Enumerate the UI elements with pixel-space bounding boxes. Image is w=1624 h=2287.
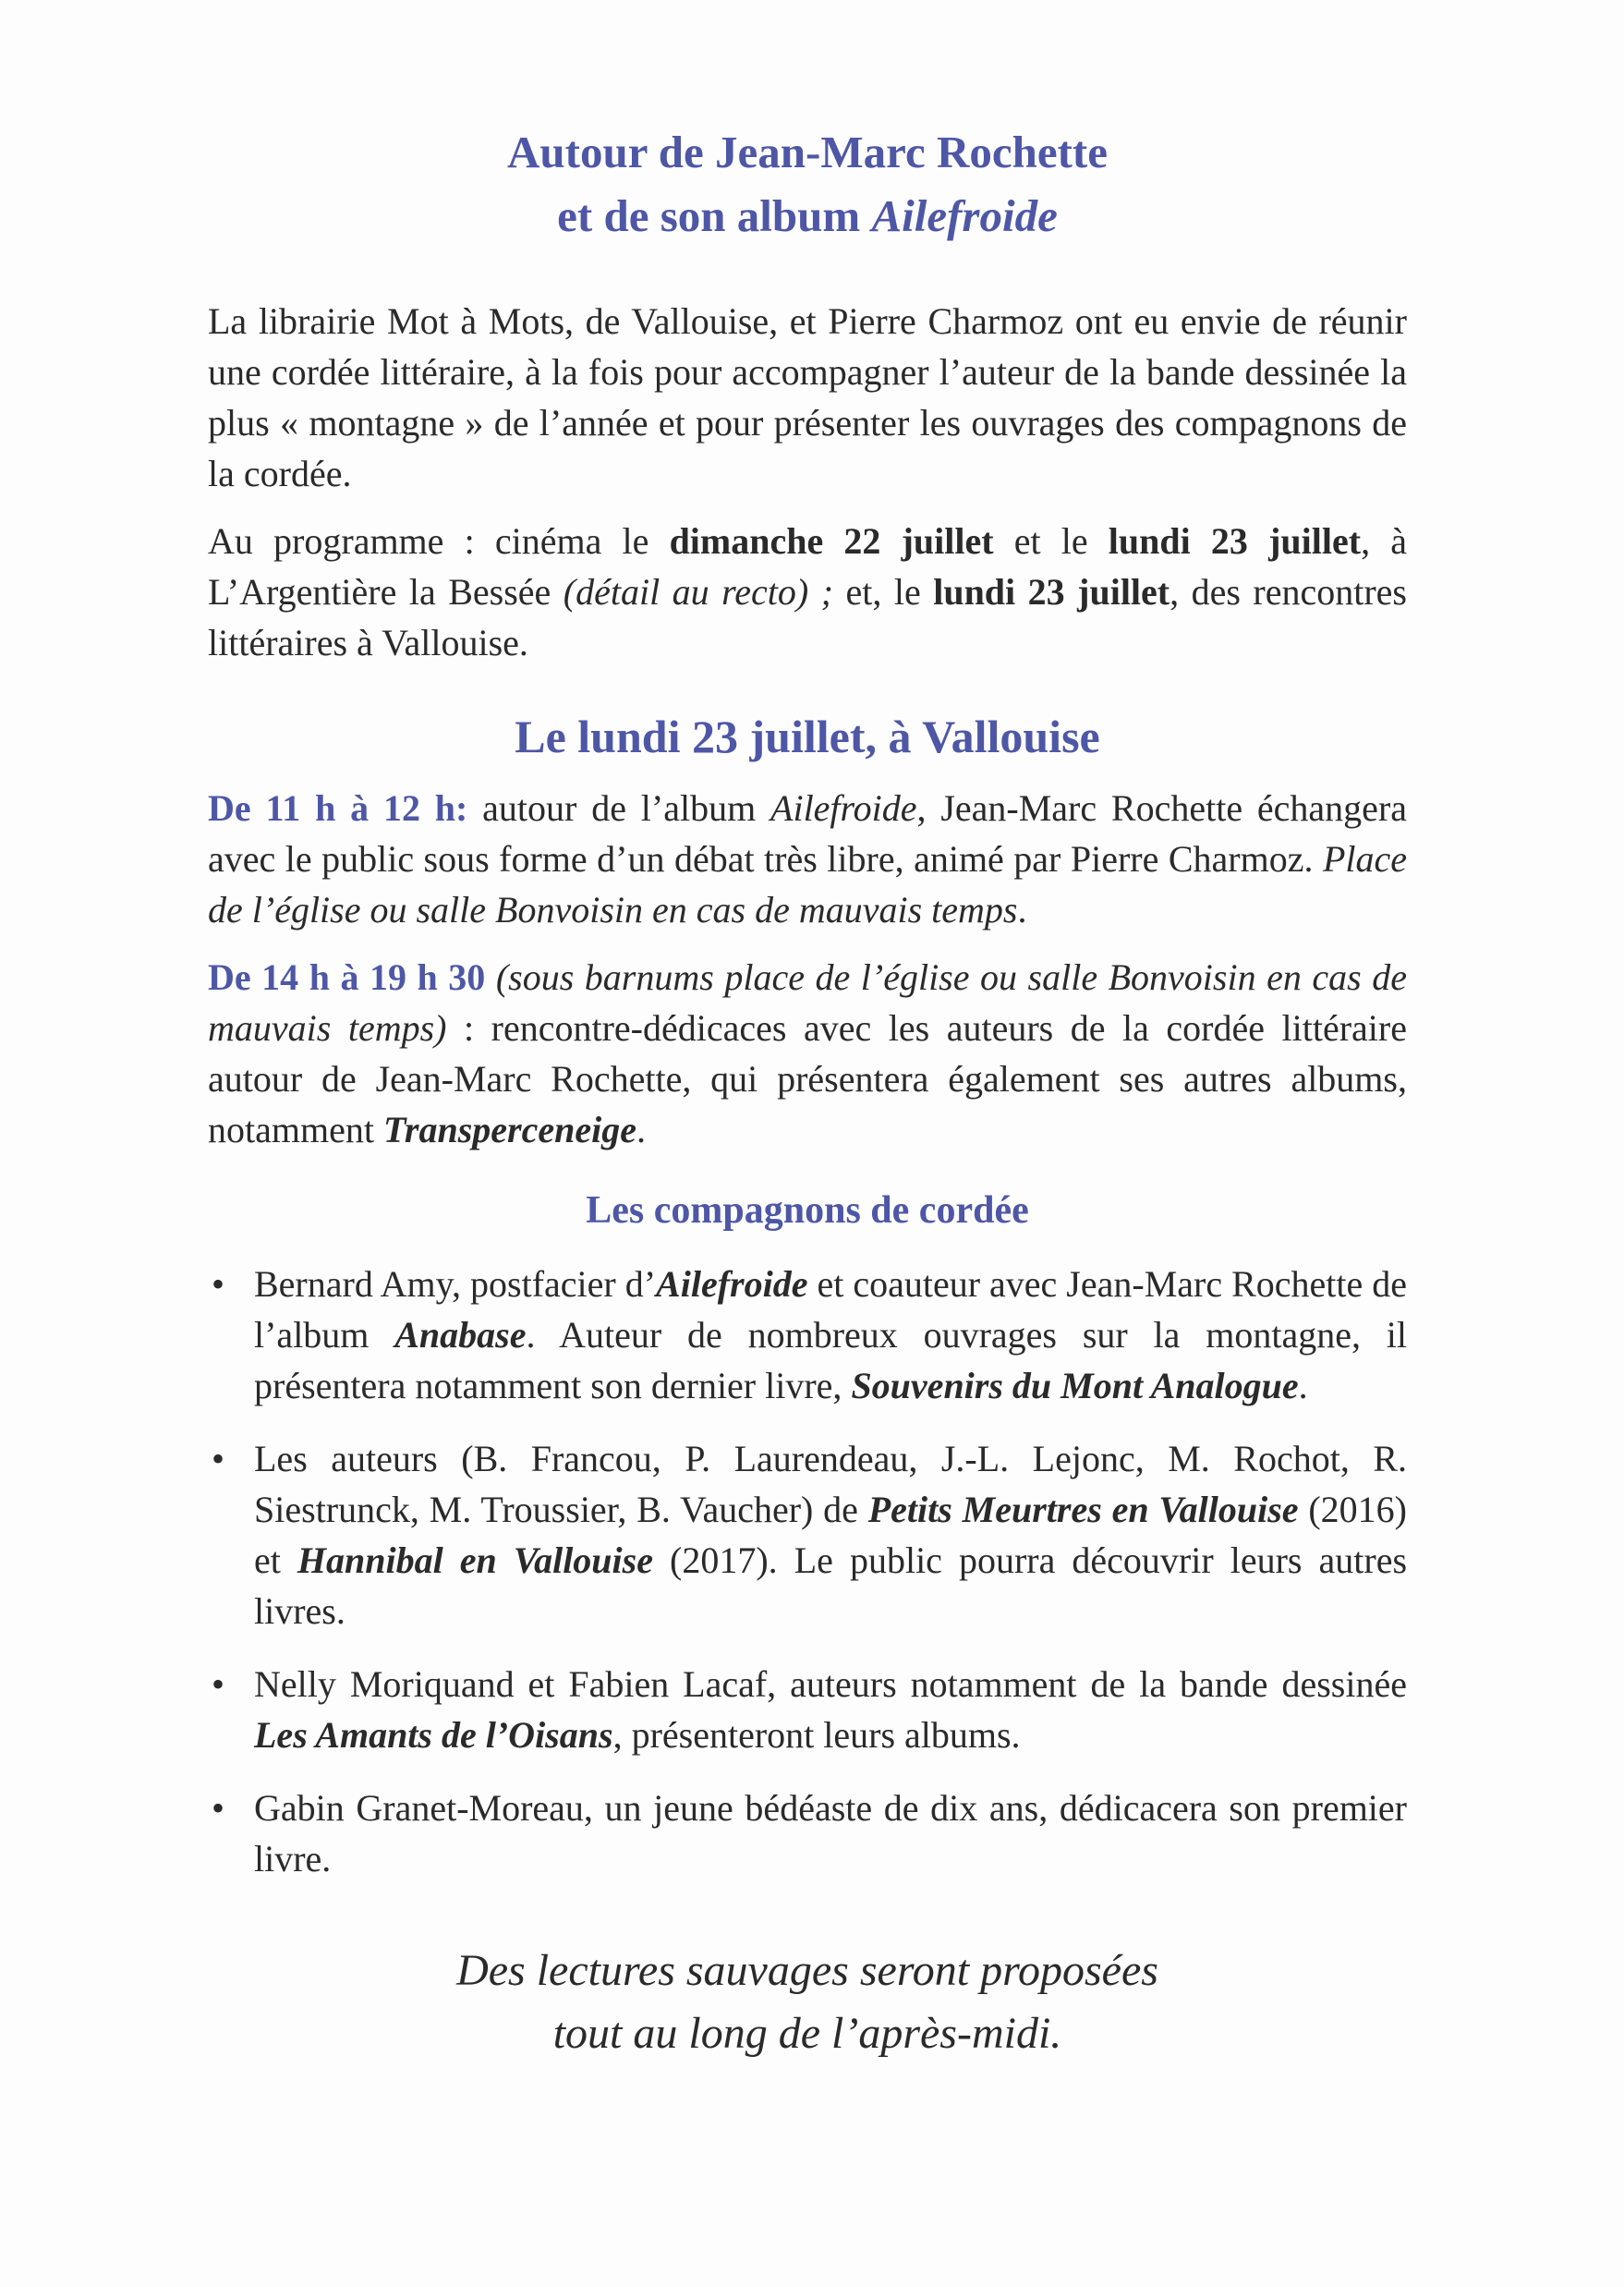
item-text: . Auteur de nombreux ouvrages sur la montagne, il présentera notamment son dernier livre, bbox=[254, 1314, 1408, 1406]
section-heading-lundi: Le lundi 23 juillet, à Vallouise bbox=[515, 711, 1100, 762]
item-text: (2016) et bbox=[254, 1489, 1407, 1581]
item-text: Bernard Amy, postfacier d’ bbox=[254, 1263, 657, 1305]
slot-time: De 11 h à 12 h: bbox=[208, 787, 468, 829]
list-item bbox=[208, 1259, 1407, 1411]
intro-paragraph: La librairie Mot à Mots, de Vallouise, et Pierre Charmoz ont eu envie de réunir une cordée littéraire, à la fois pour accompagner l’auteur de la bande dessinée la plus « montagne » de l’année et pour présenter les ouvrages des compagnons de la cordée. bbox=[208, 300, 1407, 494]
programme-date-monday: lundi 23 juillet bbox=[1108, 520, 1362, 562]
item-title: Souvenirs du Mont Analogue bbox=[851, 1365, 1299, 1406]
programme-text: et, le bbox=[833, 571, 934, 613]
bullet-icon: • bbox=[212, 1263, 225, 1305]
item-text: (2017). Le public pourra découvrir leurs autres livres. bbox=[254, 1539, 1408, 1632]
slot-album-name: Transperceneige bbox=[382, 1109, 636, 1150]
programme-detail-note: (détail au recto) ; bbox=[563, 571, 833, 613]
compagnons-list bbox=[208, 1259, 1407, 1884]
programme-text: , à L’Argentière la Bessée bbox=[208, 520, 1407, 613]
title-album-name: Ailefroide bbox=[871, 190, 1058, 241]
item-text: Nelly Moriquand et Fabien Lacaf, auteurs notamment de la bande dessinée bbox=[254, 1663, 1407, 1705]
programme-text: et le bbox=[993, 520, 1109, 562]
item-title: Les Amants de l’Oisans bbox=[254, 1714, 613, 1756]
flyer-page bbox=[208, 120, 1407, 2065]
schedule-slot-morning bbox=[208, 783, 1407, 935]
bullet-icon: • bbox=[212, 1438, 225, 1479]
item-title: Ailefroide bbox=[656, 1263, 808, 1305]
item-text: Gabin Granet-Moreau, un jeune bédéaste de dix ans, dédicacera son premier livre. bbox=[254, 1787, 1407, 1879]
slot-location: (sous barnums place de l’église ou salle Bonvoisin en cas de mauvais temps) bbox=[208, 956, 1408, 1049]
list-item bbox=[208, 1659, 1407, 1760]
section-heading-compagnons: Les compagnons de cordée bbox=[586, 1189, 1029, 1232]
item-title: Hannibal en Vallouise bbox=[297, 1539, 653, 1581]
programme-paragraph bbox=[208, 516, 1407, 668]
item-text: , présenteront leurs albums. bbox=[612, 1714, 1021, 1756]
list-item bbox=[208, 1433, 1407, 1636]
slot-text: , Jean-Marc Rochette échangera avec le public sous forme d’un débat très libre, animé par Pierre Charmoz. bbox=[208, 787, 1408, 880]
slot-time: De 14 h à 19 h 30 bbox=[208, 956, 486, 998]
page-title bbox=[208, 120, 1407, 248]
programme-date-sunday: dimanche 22 juillet bbox=[669, 520, 994, 562]
item-text: . bbox=[1298, 1365, 1308, 1406]
programme-text: , des rencontres littéraires à Vallouise. bbox=[208, 571, 1407, 663]
item-title: Petits Meurtres en Vallouise bbox=[867, 1489, 1299, 1530]
title-line-2-prefix: et de son album bbox=[557, 190, 872, 241]
slot-album-name: Ailefroide bbox=[770, 787, 917, 829]
item-text: Les auteurs (B. Francou, P. Laurendeau, J.-L. Lejonc, M. Rochot, R. Siestrunck, M. Troussier, B. Vaucher) de bbox=[254, 1438, 1407, 1530]
programme-date-monday-2: lundi 23 juillet bbox=[933, 571, 1170, 613]
slot-text: . bbox=[1017, 889, 1027, 931]
bullet-icon: • bbox=[212, 1663, 225, 1705]
slot-text: autour de l’album bbox=[467, 787, 771, 829]
slot-location: Place de l’église ou salle Bonvoisin en cas de mauvais temps bbox=[208, 838, 1407, 931]
title-line-1: Autour de Jean-Marc Rochette bbox=[506, 127, 1108, 177]
schedule-slot-afternoon bbox=[208, 952, 1407, 1155]
list-item bbox=[208, 1782, 1407, 1884]
bullet-icon: • bbox=[212, 1787, 225, 1829]
slot-text: : rencontre-dédicaces avec les auteurs de la cordée littéraire autour de Jean-Marc Rochette, qui présentera également ses autres albums, notamment bbox=[208, 1007, 1407, 1150]
programme-text: Au programme : cinéma le bbox=[208, 520, 670, 562]
closing-line-2: tout au long de l’après-midi. bbox=[552, 2009, 1062, 2058]
closing-note bbox=[208, 1940, 1407, 2065]
title-line-2 bbox=[208, 184, 1407, 248]
item-text: et coauteur avec Jean-Marc Rochette de l’album bbox=[254, 1263, 1408, 1356]
closing-line-1: Des lectures sauvages seront proposées bbox=[456, 1946, 1158, 1995]
item-title: Anabase bbox=[394, 1314, 527, 1356]
slot-text: . bbox=[636, 1109, 646, 1150]
